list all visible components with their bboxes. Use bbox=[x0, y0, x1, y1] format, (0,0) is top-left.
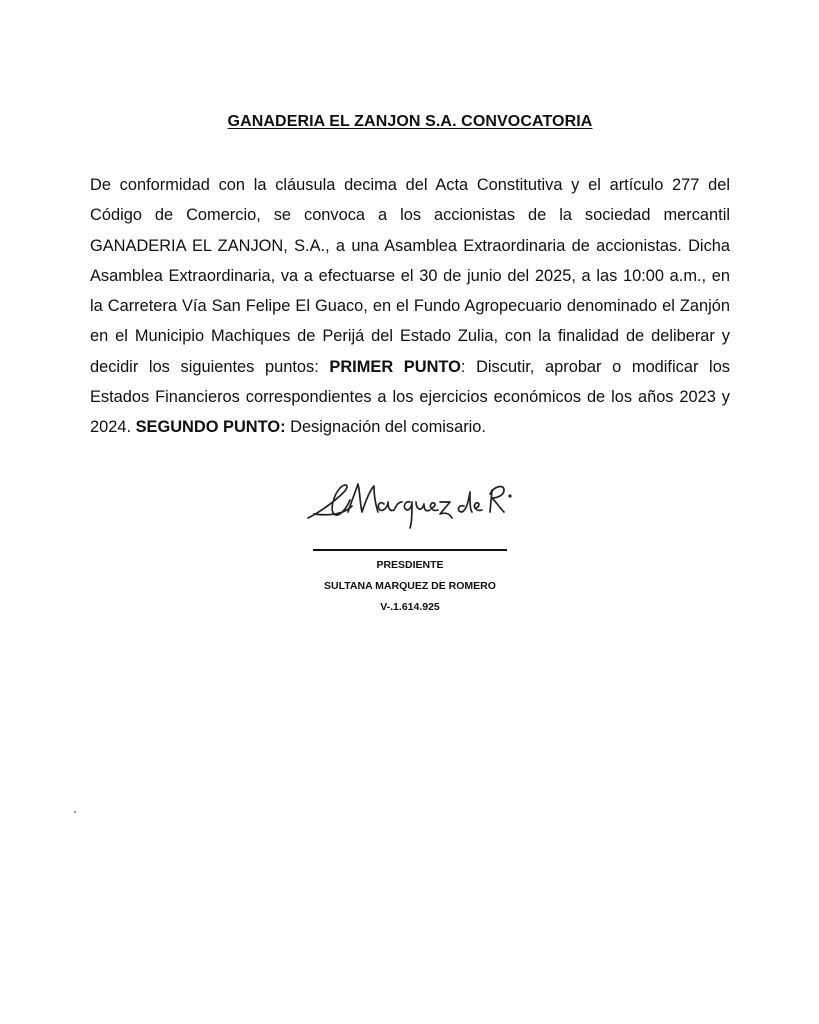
signature-line bbox=[313, 549, 507, 551]
convocation-paragraph bbox=[90, 170, 730, 443]
second-point-text: Designación del comisario. bbox=[285, 418, 486, 437]
signature-block bbox=[300, 470, 520, 630]
first-point-label: PRIMER PUNTO bbox=[329, 357, 461, 376]
paragraph-intro: De conformidad con la cláusula decima del Acta Constitutiva y el artículo 277 del Código de Comercio, se convoca a los accionistas de la sociedad mercantil GANADERIA EL ZANJON, S.A., a una Asamblea Extraordinaria de accionistas. Dicha Asamblea Extraordinaria, va a efectuarse el 30 de junio del 2025, a las 10:00 a.m., en la Carretera Vía San Felipe El Guaco, en el Fundo Agropecuario denominado el Zanjón en el Municipio Machiques de Perijá del Estado Zulia, con la finalidad de deliberar y decidir los siguientes puntos: bbox=[90, 176, 730, 376]
document-title: GANADERIA EL ZANJON S.A. CONVOCATORIA bbox=[227, 113, 593, 130]
handwritten-signature bbox=[300, 470, 520, 550]
signer-role: PRESDIENTE bbox=[376, 559, 444, 571]
second-point-label: SEGUNDO PUNTO: bbox=[135, 418, 286, 437]
signer-id: V-.1.614.925 bbox=[380, 601, 440, 613]
signer-name: SULTANA MARQUEZ DE ROMERO bbox=[324, 580, 496, 592]
first-point-text: : Discutir, aprobar o modificar los Estados Financieros correspondientes a los ejercicios económicos de los años 2023 y 2024. bbox=[90, 357, 731, 437]
stray-mark bbox=[74, 811, 76, 813]
